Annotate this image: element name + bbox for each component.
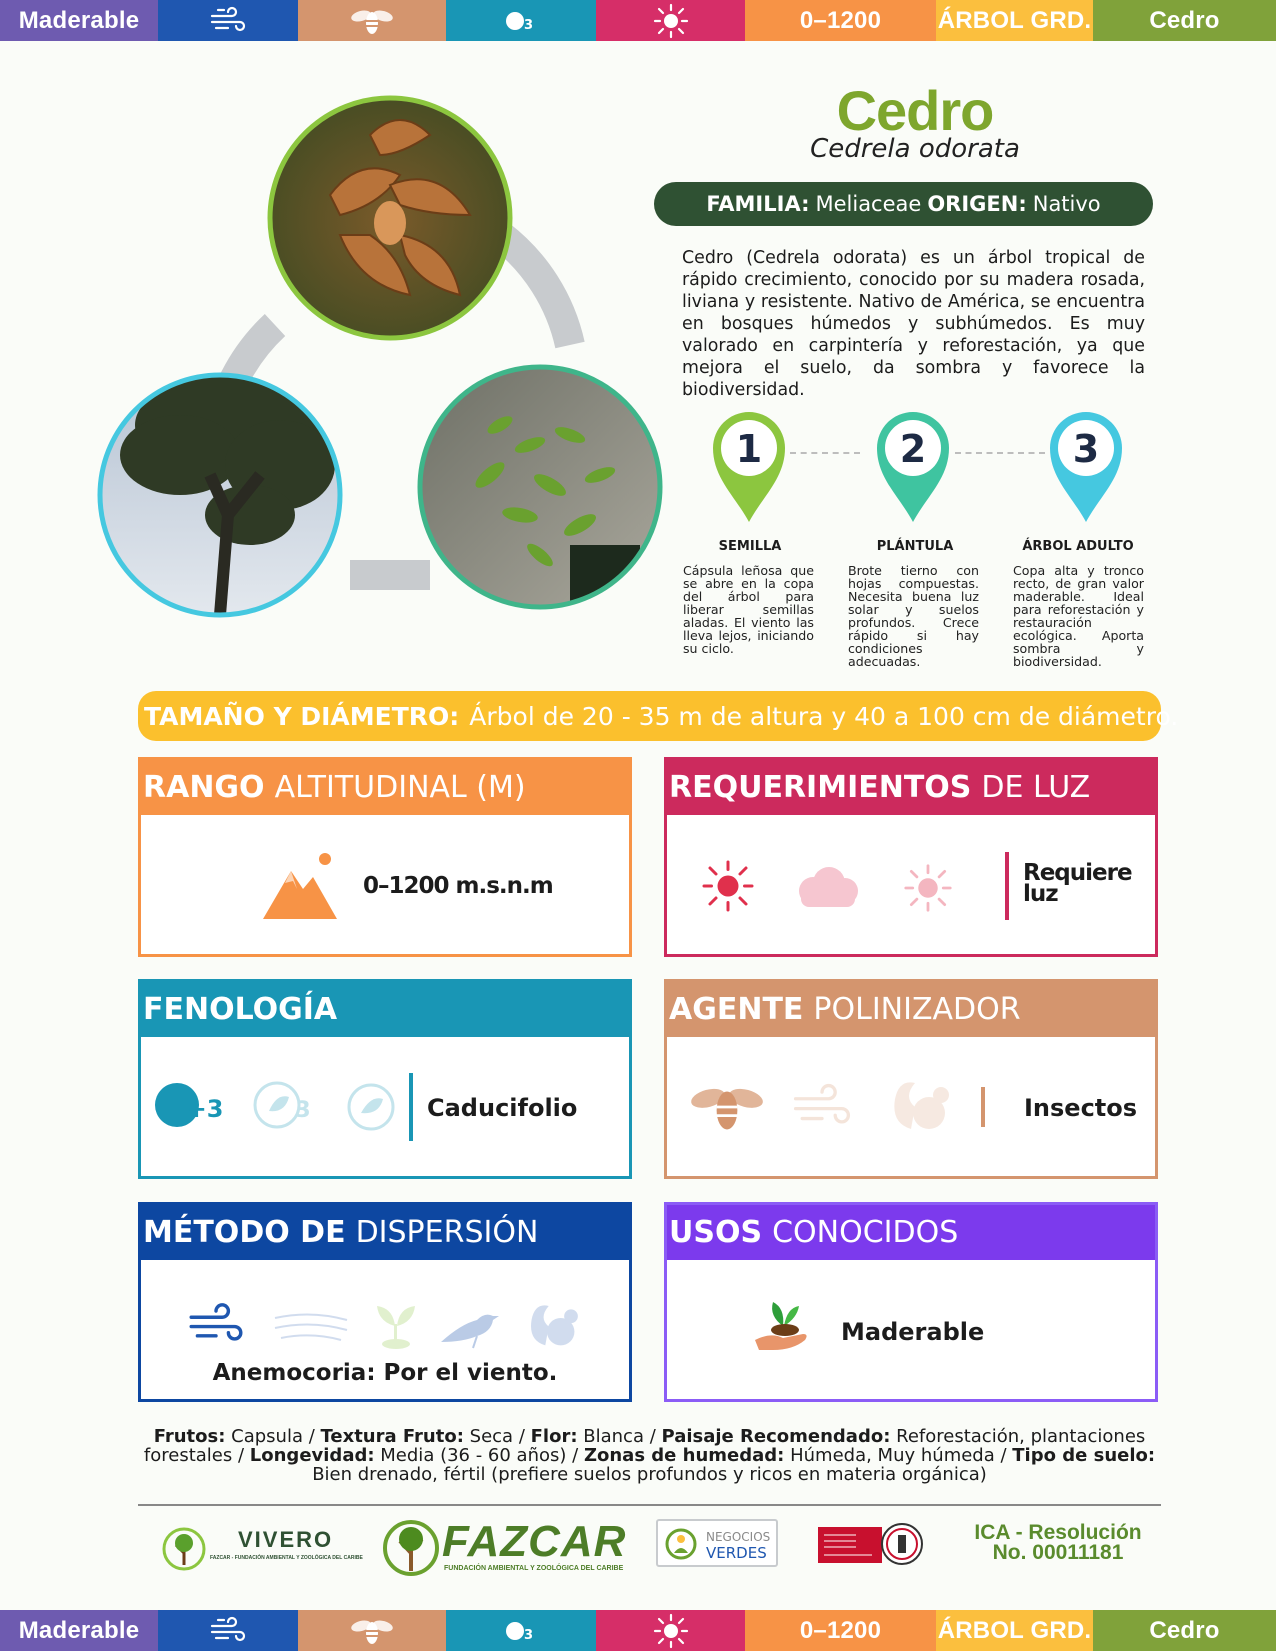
footer-divider xyxy=(138,1504,1161,1506)
stage-1-pin-icon xyxy=(709,408,789,526)
fazcar-logo-icon xyxy=(382,1519,440,1577)
mountain-icon xyxy=(261,851,341,921)
stage-2-pin-icon xyxy=(873,408,953,526)
detail-label: Zonas de humedad: xyxy=(583,1445,785,1466)
card-title-rest: DISPERSIÓN xyxy=(355,1215,539,1250)
stage-number: 3 xyxy=(1072,427,1100,471)
evergreen-icon xyxy=(347,1083,395,1131)
page-title: Cedro xyxy=(836,79,994,142)
full-sun-icon xyxy=(701,859,755,913)
stage-number: 2 xyxy=(899,427,927,471)
semi-deciduous-icon xyxy=(253,1081,315,1133)
card-title-bold: REQUERIMIENTOS xyxy=(669,770,972,805)
divider xyxy=(981,1087,985,1127)
family-value: Meliaceae xyxy=(815,192,922,216)
svg-text:3: 3 xyxy=(295,1098,311,1123)
wind-dispersal-icon xyxy=(185,1302,247,1348)
seed-fall-icon xyxy=(373,1300,419,1350)
detail-label: Textura Fruto: xyxy=(320,1426,464,1447)
detail-label: Longevidad: xyxy=(249,1445,375,1466)
sun-icon xyxy=(596,0,745,41)
uses-value: Maderable xyxy=(841,1318,985,1346)
band-label: ÁRBOL GRD. xyxy=(937,6,1092,34)
card-title-rest: CONOCIDOS xyxy=(772,1215,959,1250)
detail-value: Húmeda, Muy húmeda xyxy=(790,1445,995,1466)
vivero-subtext: FAZCAR - FUNDACIÓN AMBIENTAL Y ZOOLÓGICA DEL CARIBE xyxy=(210,1555,363,1561)
svg-text:3: 3 xyxy=(524,1627,534,1643)
detail-value: Blanca xyxy=(583,1426,644,1447)
band-label: Maderable xyxy=(18,6,140,34)
light-card xyxy=(664,757,1158,957)
size-label: TAMAÑO Y DIÁMETRO: xyxy=(144,701,460,731)
band-label: Maderable xyxy=(18,1616,140,1644)
light-value: Requiere luz xyxy=(1023,860,1132,907)
stage-connector xyxy=(790,452,860,454)
divider xyxy=(1005,852,1009,920)
vivero-text: VIVERO xyxy=(238,1527,334,1552)
detail-value: Media (36 - 60 años) xyxy=(380,1445,567,1466)
stage-number: 1 xyxy=(735,427,763,471)
species-details: Frutos: Capsula / Textura Fruto: Seca / Flor: Blanca / Paisaje Recomendado: Reforestación, plantaciones forestales / Longevidad: Media (36 - 60 años) / Zonas de humedad: Húmeda, Muy húmeda / Tipo de suelo: Bien drenado, fértil (prefiere suelos profundos y ricos en materia orgánica) xyxy=(143,1426,1156,1485)
band-maderable xyxy=(0,1610,158,1651)
card-title-rest: ALTITUDINAL (M) xyxy=(274,770,526,805)
partial-sun-icon xyxy=(903,863,953,913)
description: Cedro (Cedrela odorata) es un árbol tropical de rápido crecimiento, conocido por su madera rosada, liviana y resistente. Nativo de América, se encuentra en bosques húmedos y subhúmedos. Es muy valorado en carpintería y reforestación, ya que mejora el suelo, da sombra y favorece la biodiversidad. xyxy=(682,248,1145,400)
origin-label: ORIGEN: xyxy=(927,192,1027,216)
bottom-color-band xyxy=(0,1610,1276,1651)
footer-logos xyxy=(138,1515,1161,1585)
stage-3-text: Copa alta y tronco recto, de gran valor maderable. Ideal para reforestación y restauración ecológica. Aporta sombra y biodiversidad. xyxy=(1013,563,1144,669)
divider xyxy=(409,1073,413,1141)
band-label: 0–1200 xyxy=(799,6,882,34)
stage-3-pin-icon xyxy=(1046,408,1126,526)
band-label: Cedro xyxy=(1149,1616,1220,1644)
detail-value: Capsula xyxy=(231,1426,303,1447)
band-altitude xyxy=(745,1610,936,1651)
stage-2-text: Brote tierno con hojas compuestas. Necesita buena luz solar y suelos profundos. Crece rápido si hay condiciones adecuadas. xyxy=(848,563,979,669)
card-title-bold: FENOLOGÍA xyxy=(143,992,338,1027)
lifecycle-photo-ring xyxy=(100,95,680,625)
family-pill xyxy=(654,182,1153,226)
ica-line-1: ICA - Resolución xyxy=(974,1521,1142,1544)
detail-value: Reforestación, plantaciones forestales xyxy=(143,1426,1146,1466)
detail-label: Paisaje Recomendado: xyxy=(661,1426,891,1447)
phenology-value: Caducifolio xyxy=(427,1094,578,1122)
card-title-bold: MÉTODO DE xyxy=(143,1215,346,1250)
leaf-cycle-icon xyxy=(446,1610,596,1651)
detail-value: Seca xyxy=(469,1426,514,1447)
seed-photo xyxy=(260,95,520,345)
svg-text:3: 3 xyxy=(524,17,534,33)
phenology-card xyxy=(138,979,632,1179)
bee-icon xyxy=(298,1610,446,1651)
squirrel-icon xyxy=(885,1073,955,1135)
wind-icon xyxy=(158,1610,298,1651)
negocios-text: NEGOCIOS xyxy=(706,1530,771,1544)
bee-icon xyxy=(689,1079,765,1135)
stage-connector xyxy=(955,452,1045,454)
stage-1-text: Cápsula leñosa que se abre en la copa del árbol para liberar semillas aladas. El viento las lleva lejos, iniciando su ciclo. xyxy=(683,563,814,656)
card-title-bold: RANGO xyxy=(143,770,265,805)
detail-value: Bien drenado, fértil (prefiere suelos profundos y ricos en materia orgánica) xyxy=(312,1464,987,1485)
dispersal-value: Anemocoria: Por el viento. xyxy=(212,1360,558,1386)
stage-3-title: ÁRBOL ADULTO xyxy=(1022,539,1134,554)
size-value: Árbol de 20 - 35 m de altura y 40 a 100 cm de diámetro. xyxy=(469,701,1179,731)
band-size xyxy=(936,0,1093,41)
card-title-rest: POLINIZADOR xyxy=(813,992,1021,1027)
vivero-logo-icon xyxy=(162,1527,206,1571)
altitude-card-header xyxy=(141,760,629,815)
pollinator-card xyxy=(664,979,1158,1179)
fazcar-text: FAZCAR xyxy=(442,1517,627,1566)
ica-line-2: No. 00011181 xyxy=(992,1541,1124,1564)
card-title-bold: AGENTE xyxy=(669,992,804,1027)
detail-label: Tipo de suelo: xyxy=(1012,1445,1156,1466)
verdes-text: VERDES xyxy=(706,1544,767,1562)
band-altitude xyxy=(745,0,936,41)
origin-value: Nativo xyxy=(1032,192,1101,216)
detail-label: Frutos: xyxy=(153,1426,226,1447)
leaf-cycle-icon xyxy=(446,0,596,41)
wind-icon xyxy=(789,1083,855,1131)
band-label: Cedro xyxy=(1149,6,1220,34)
pollinator-card-header xyxy=(667,982,1155,1037)
squirrel-icon xyxy=(523,1296,583,1352)
dispersal-card xyxy=(138,1202,632,1402)
altitude-card xyxy=(138,757,632,957)
light-card-header xyxy=(667,760,1155,815)
band-label: ÁRBOL GRD. xyxy=(937,1616,1092,1644)
size-banner xyxy=(138,691,1179,741)
bee-icon xyxy=(298,0,446,41)
scientific-name: Cedrela odorata xyxy=(810,134,1020,164)
band-maderable xyxy=(0,0,158,41)
fazcar-subtext: FUNDACIÓN AMBIENTAL Y ZOOLÓGICA DEL CARIBE xyxy=(444,1565,624,1572)
card-title-bold: USOS xyxy=(669,1215,763,1250)
pollinator-value: Insectos xyxy=(1024,1094,1138,1122)
uses-card xyxy=(664,1202,1158,1402)
stage-2-title: PLÁNTULA xyxy=(876,539,954,554)
negocios-verdes-icon xyxy=(664,1527,698,1561)
bird-icon xyxy=(437,1302,503,1350)
altitude-value: 0–1200 m.s.n.m xyxy=(363,873,553,899)
bureau-veritas-certification-icon xyxy=(816,1521,928,1567)
cloud-icon xyxy=(791,863,863,911)
top-color-band xyxy=(0,0,1276,41)
hand-plant-icon xyxy=(753,1296,813,1354)
phenology-card-header xyxy=(141,982,629,1037)
dispersal-card-header xyxy=(141,1205,629,1260)
family-label: FAMILIA: xyxy=(706,192,810,216)
ica-resolution xyxy=(958,1523,1158,1563)
sun-icon xyxy=(596,1610,745,1651)
negocios-verdes-logo xyxy=(656,1519,778,1567)
band-name xyxy=(1093,1610,1276,1651)
band-label: 0–1200 xyxy=(799,1616,882,1644)
detail-label: Flor: xyxy=(530,1426,578,1447)
svg-text:+3: +3 xyxy=(186,1095,224,1123)
uses-card-header xyxy=(667,1205,1155,1260)
stage-1-title: SEMILLA xyxy=(718,539,782,554)
wind-icon xyxy=(158,0,298,41)
water-dispersal-icon xyxy=(271,1310,351,1346)
deciduous-icon xyxy=(155,1081,223,1133)
band-name xyxy=(1093,0,1276,41)
card-title-rest: DE LUZ xyxy=(981,770,1091,805)
band-size xyxy=(936,1610,1093,1651)
